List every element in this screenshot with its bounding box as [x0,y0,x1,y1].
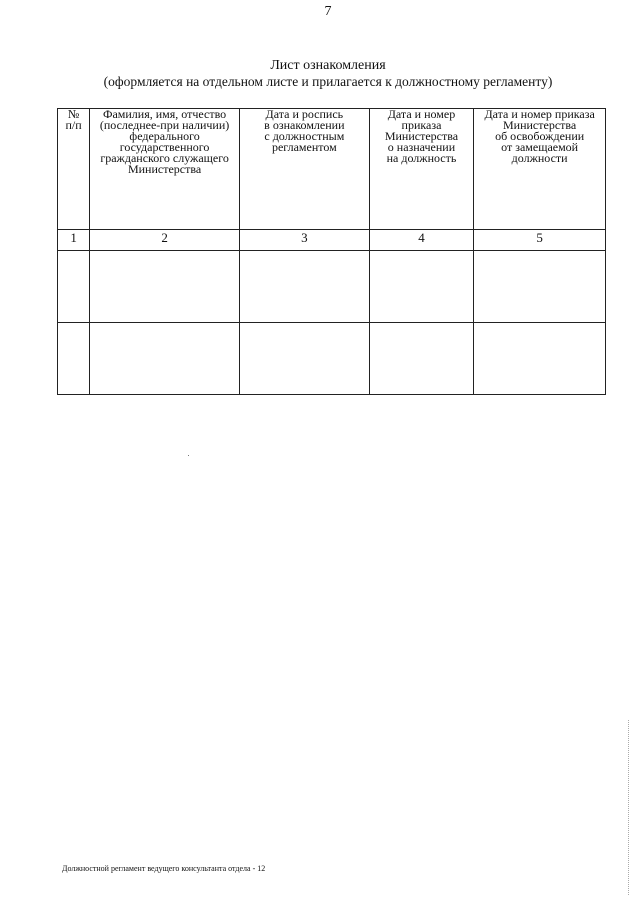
column-number-cell: 5 [474,230,606,251]
header-cell-dismissal-order: Дата и номер приказа Министерства об освобождении от замещаемой должности [474,109,606,230]
document-subtitle: (оформляется на отдельном листе и прилагается к должностному регламенту) [103,74,553,89]
blank-cell [369,251,474,323]
blank-cell [90,323,240,395]
scan-artifact [188,455,189,456]
header-cell-acknowledgement-date: Дата и роспись в ознакомлении с должностным регламентом [239,109,369,230]
scan-edge-line [628,720,630,895]
column-number-cell: 1 [58,230,90,251]
blank-cell [239,251,369,323]
table-row [58,323,606,395]
column-number-cell: 4 [369,230,474,251]
table-row [58,251,606,323]
blank-cell [90,251,240,323]
header-cell-appointment-order: Дата и номер приказа Министерства о назначении на должность [369,109,474,230]
blank-cell [239,323,369,395]
column-number-row [58,230,606,251]
blank-cell [474,323,606,395]
column-number-cell: 3 [239,230,369,251]
column-number-cell: 2 [90,230,240,251]
header-cell-number: № п/п [58,109,90,230]
document-title: Лист ознакомления [270,58,386,73]
header-cell-full-name: Фамилия, имя, отчество (последнее-при наличии) федерального государственного гражданского служащего Министерства [90,109,240,230]
blank-cell [369,323,474,395]
acknowledgement-table [57,108,606,395]
blank-cell [58,323,90,395]
blank-cell [58,251,90,323]
blank-cell [474,251,606,323]
page-number: 7 [324,4,332,19]
table-header-row [58,109,606,230]
footer-note: Должностной регламент ведущего консультанта отдела - 12 [62,864,266,873]
